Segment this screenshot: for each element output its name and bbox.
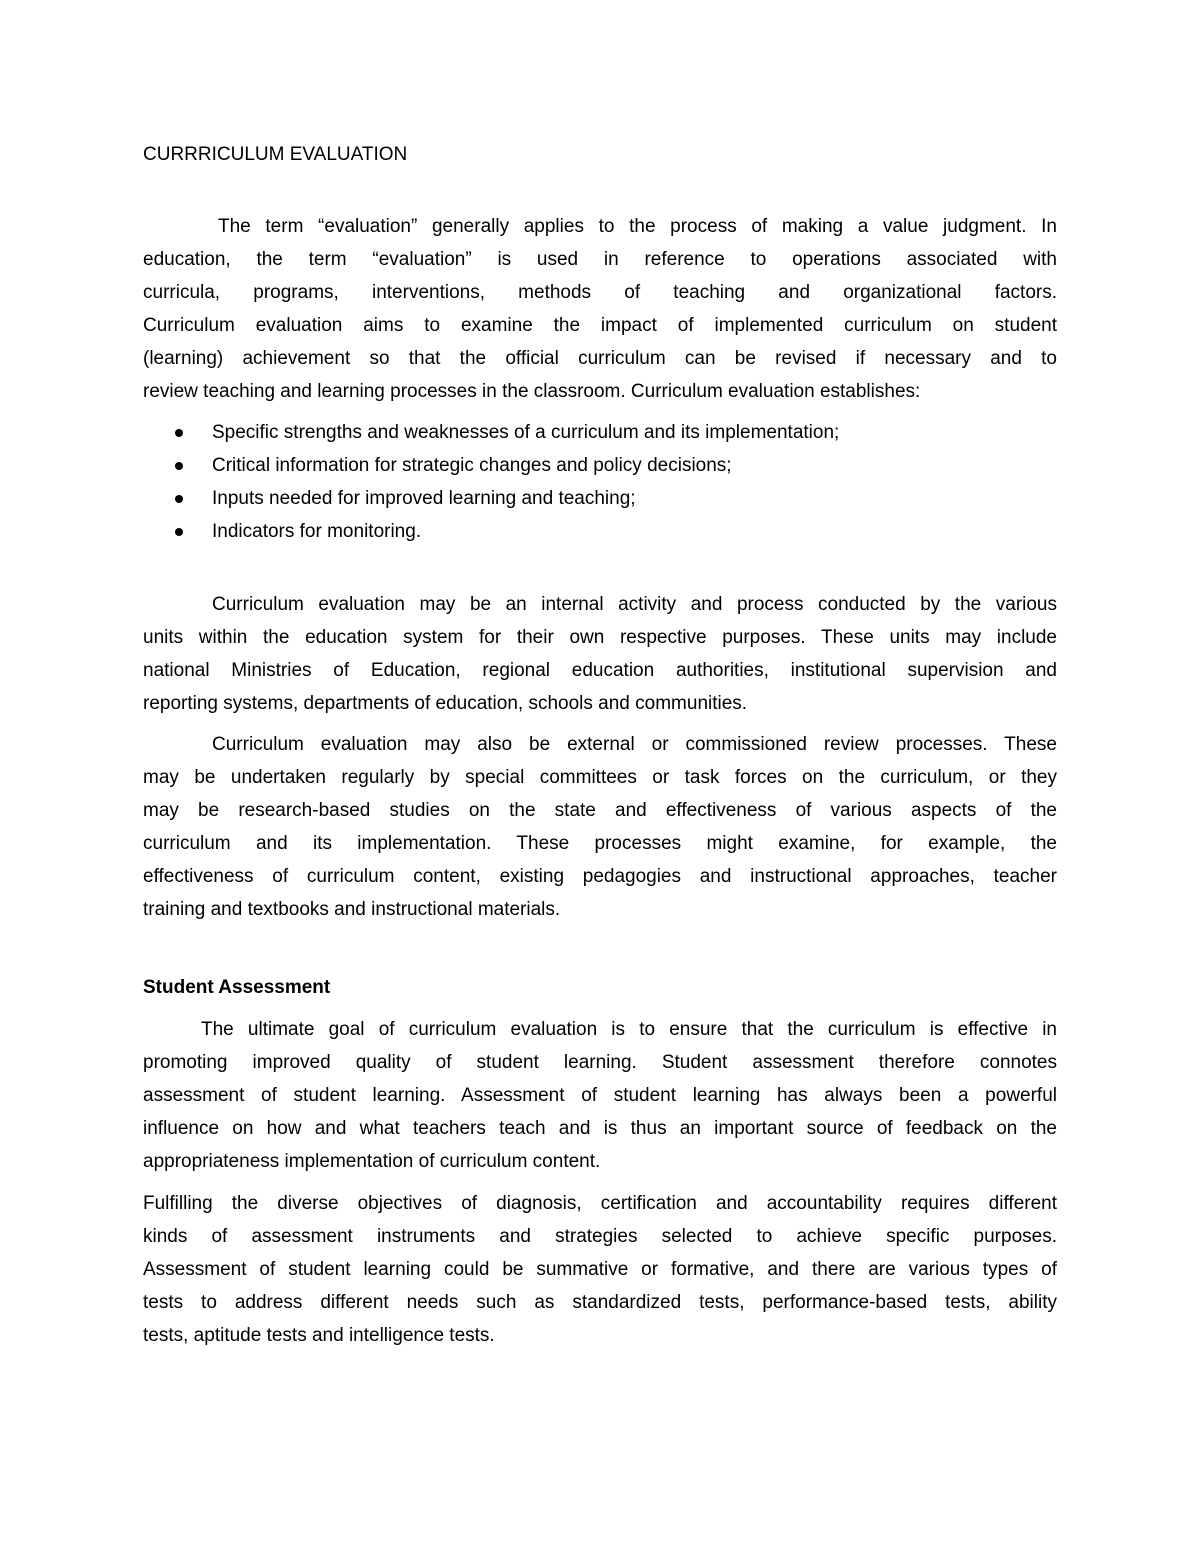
text-line: Curriculum evaluation may be an internal activity and process conducted by the various — [212, 594, 1057, 615]
text-line: training and textbooks and instructional materials. — [143, 899, 561, 920]
list-item-text: Inputs needed for improved learning and teaching; — [212, 488, 636, 509]
list-item-text: Critical information for strategic changes and policy decisions; — [212, 455, 732, 476]
document-title: CURRRICULUM EVALUATION — [143, 144, 408, 165]
text-line: assessment of student learning. Assessment of student learning has always been a powerful — [143, 1085, 1057, 1106]
list-item — [175, 482, 839, 515]
bullet-icon — [175, 462, 183, 470]
text-line: The ultimate goal of curriculum evaluation is to ensure that the curriculum is effective in — [201, 1019, 1057, 1040]
list-item — [175, 515, 839, 548]
section-heading: Student Assessment — [143, 977, 331, 998]
text-line: national Ministries of Education, regional education authorities, institutional supervision and — [143, 660, 1057, 681]
text-line: curricula, programs, interventions, methods of teaching and organizational factors. — [143, 282, 1057, 303]
list-item — [175, 449, 839, 482]
text-line: promoting improved quality of student learning. Student assessment therefore connotes — [143, 1052, 1057, 1073]
text-line: may be undertaken regularly by special committees or task forces on the curriculum, or they — [143, 767, 1057, 788]
text-line: appropriateness implementation of curriculum content. — [143, 1151, 601, 1172]
text-line: influence on how and what teachers teach and is thus an important source of feedback on the — [143, 1118, 1057, 1139]
text-line: tests, aptitude tests and intelligence tests. — [143, 1325, 495, 1346]
text-line: Curriculum evaluation aims to examine the impact of implemented curriculum on student — [143, 315, 1057, 336]
bullet-icon — [175, 429, 183, 437]
text-line: reporting systems, departments of education, schools and communities. — [143, 693, 748, 714]
list-item-text: Indicators for monitoring. — [212, 521, 422, 542]
paragraph-assessment-types — [143, 1187, 1057, 1352]
paragraph-external — [143, 728, 1057, 926]
paragraph-intro — [143, 210, 1057, 408]
text-line: may be research-based studies on the state and effectiveness of various aspects of the — [143, 800, 1057, 821]
text-line: Fulfilling the diverse objectives of diagnosis, certification and accountability requires different — [143, 1193, 1057, 1214]
text-line: units within the education system for their own respective purposes. These units may include — [143, 627, 1057, 648]
list-item — [175, 416, 839, 449]
text-line: tests to address different needs such as standardized tests, performance-based tests, ability — [143, 1292, 1057, 1313]
text-line: Curriculum evaluation may also be external or commissioned review processes. These — [212, 734, 1057, 755]
text-line: curriculum and its implementation. These processes might examine, for example, the — [143, 833, 1057, 854]
text-line: review teaching and learning processes in the classroom. Curriculum evaluation establishes: — [143, 381, 921, 402]
paragraph-assessment-goal — [143, 1013, 1057, 1178]
list-item-text: Specific strengths and weaknesses of a curriculum and its implementation; — [212, 422, 840, 443]
paragraph-internal — [143, 588, 1057, 720]
text-line: kinds of assessment instruments and strategies selected to achieve specific purposes. — [143, 1226, 1057, 1247]
bullet-icon — [175, 495, 183, 503]
bullet-list — [175, 416, 839, 548]
text-line: effectiveness of curriculum content, existing pedagogies and instructional approaches, teacher — [143, 866, 1057, 887]
text-line: The term “evaluation” generally applies to the process of making a value judgment. In — [218, 216, 1057, 237]
text-line: education, the term “evaluation” is used in reference to operations associated with — [143, 249, 1057, 270]
text-line: (learning) achievement so that the official curriculum can be revised if necessary and to — [143, 348, 1057, 369]
bullet-icon — [175, 528, 183, 536]
text-line: Assessment of student learning could be summative or formative, and there are various types of — [143, 1259, 1057, 1280]
